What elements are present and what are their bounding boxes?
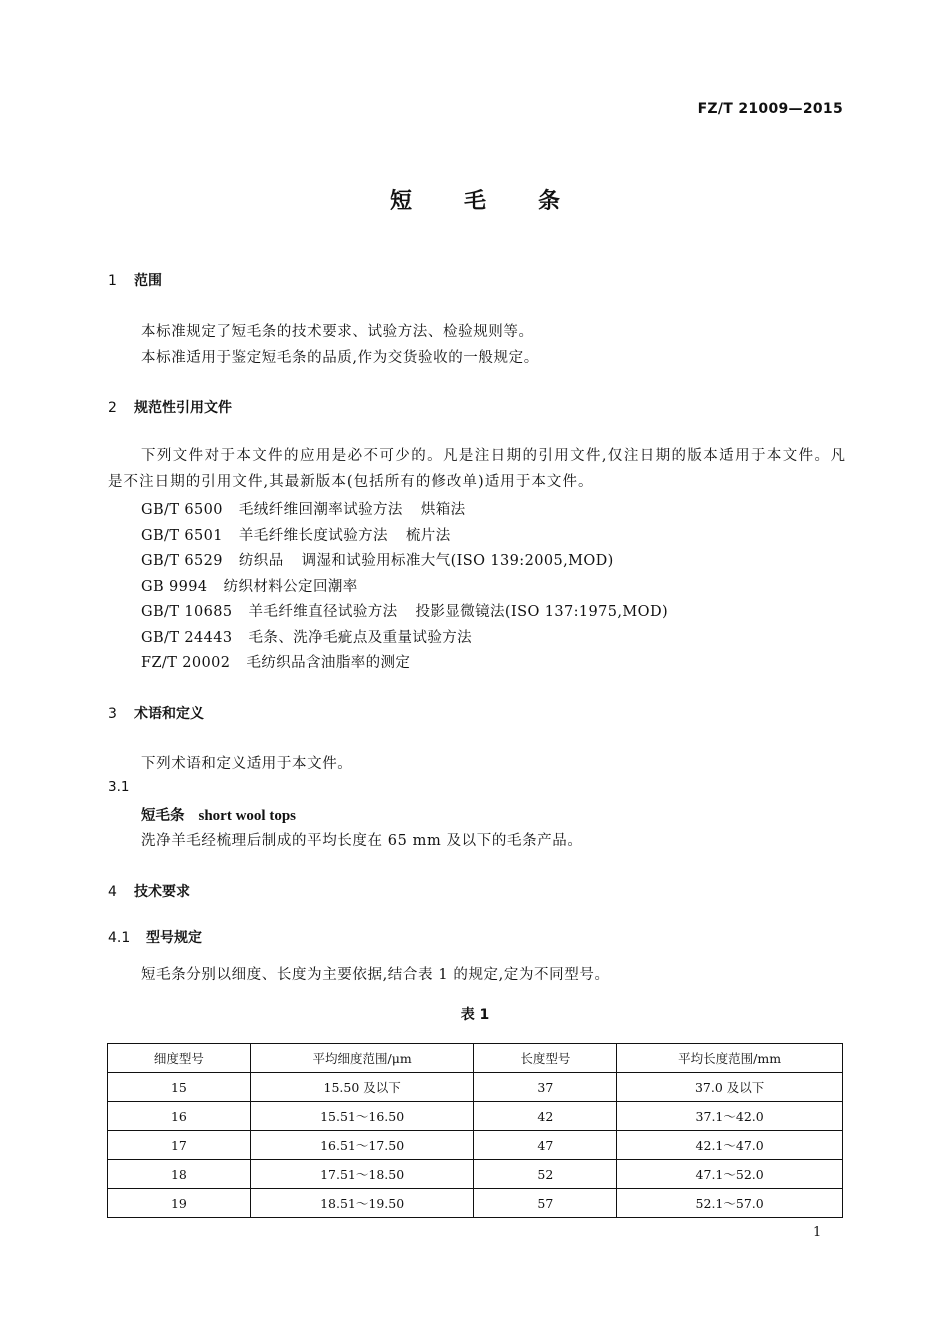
model-paragraph: 短毛条分别以细度、长度为主要依据,结合表 1 的规定,定为不同型号。 — [141, 967, 610, 983]
reference-extra: 投影显微镜法(ISO 137:1975,MOD) — [415, 604, 669, 620]
page-number: 1 — [813, 1225, 822, 1240]
reference-title: 毛条、洗净毛疵点及重量试验方法 — [248, 630, 473, 646]
table-header-cell: 长度型号 — [474, 1044, 617, 1073]
table-cell: 42 — [474, 1102, 617, 1131]
reference-code: GB/T 10685 — [141, 604, 233, 620]
section-heading-normative-references — [108, 397, 232, 417]
subsection-title: 型号规定 — [146, 930, 202, 946]
table-header-cell: 平均细度范围/μm — [250, 1044, 474, 1073]
table-cell: 47 — [474, 1131, 617, 1160]
table-cell: 52 — [474, 1160, 617, 1189]
section-number: 3 — [108, 706, 117, 722]
scope-paragraph-2: 本标准适用于鉴定短毛条的品质,作为交货验收的一般规定。 — [141, 350, 539, 366]
reference-code: GB/T 6501 — [141, 528, 223, 544]
reference-extra: 梳片法 — [405, 528, 451, 544]
reference-code: GB/T 24443 — [141, 630, 233, 646]
reference-item — [141, 524, 451, 545]
reference-title: 羊毛纤维长度试验方法 — [238, 528, 388, 544]
title-char: 短 — [389, 189, 412, 214]
reference-item — [141, 498, 466, 519]
section-title: 规范性引用文件 — [134, 400, 232, 416]
section-title: 技术要求 — [134, 884, 190, 900]
term-entry — [141, 804, 296, 825]
reference-item — [141, 600, 668, 621]
scope-paragraph-1: 本标准规定了短毛条的技术要求、试验方法、检验规则等。 — [141, 324, 534, 340]
table-cell: 18.51～19.50 — [250, 1189, 474, 1218]
table-cell: 15.51～16.50 — [250, 1102, 474, 1131]
table-cell: 15 — [108, 1073, 251, 1102]
section-number: 1 — [108, 273, 117, 289]
reference-title: 毛纺织品含油脂率的测定 — [246, 655, 411, 671]
subsection-heading-model — [108, 927, 202, 947]
table-cell: 57 — [474, 1189, 617, 1218]
table-cell: 16 — [108, 1102, 251, 1131]
table-cell: 19 — [108, 1189, 251, 1218]
reference-item — [141, 626, 472, 647]
table-header-cell: 细度型号 — [108, 1044, 251, 1073]
reference-title: 羊毛纤维直径试验方法 — [248, 604, 398, 620]
table-cell: 17.51～18.50 — [250, 1160, 474, 1189]
table-header-row — [108, 1044, 843, 1073]
reference-item — [141, 575, 358, 596]
reference-title: 毛绒纤维回潮率试验方法 — [238, 502, 403, 518]
subsection-number: 4.1 — [108, 930, 131, 946]
term-definition: 洗净羊毛经梳理后制成的平均长度在 65 mm 及以下的毛条产品。 — [141, 833, 583, 849]
reference-code: GB/T 6500 — [141, 502, 223, 518]
reference-title: 纺织品 — [238, 553, 284, 569]
reference-code: FZ/T 20002 — [141, 655, 231, 671]
table-cell: 15.50 及以下 — [250, 1073, 474, 1102]
reference-item — [141, 549, 614, 570]
table-cell: 37 — [474, 1073, 617, 1102]
table-row — [108, 1131, 843, 1160]
section-heading-terms — [108, 703, 204, 723]
subsection-number: 3.1 — [108, 779, 130, 795]
table-row — [108, 1102, 843, 1131]
section-number: 4 — [108, 884, 117, 900]
table-cell: 42.1～47.0 — [617, 1131, 843, 1160]
standard-code: FZ/T 21009—2015 — [697, 101, 843, 117]
reference-item — [141, 651, 410, 672]
table-cell: 37.0 及以下 — [617, 1073, 843, 1102]
table-cell: 37.1～42.0 — [617, 1102, 843, 1131]
table-cell: 18 — [108, 1160, 251, 1189]
section-number: 2 — [108, 400, 117, 416]
reference-extra: 烘箱法 — [420, 502, 466, 518]
reference-title: 纺织材料公定回潮率 — [223, 579, 358, 595]
terms-intro: 下列术语和定义适用于本文件。 — [141, 756, 353, 772]
reference-extra: 调湿和试验用标准大气(ISO 139:2005,MOD) — [301, 553, 614, 569]
document-title — [0, 184, 950, 215]
table-caption: 表 1 — [460, 1007, 490, 1023]
table-cell: 17 — [108, 1131, 251, 1160]
reference-code: GB/T 6529 — [141, 553, 223, 569]
table-cell: 47.1～52.0 — [617, 1160, 843, 1189]
title-char: 毛 — [463, 189, 486, 214]
table-cell: 52.1～57.0 — [617, 1189, 843, 1218]
title-char: 条 — [538, 189, 561, 214]
references-intro-paragraph: 下列文件对于本文件的应用是必不可少的。凡是注日期的引用文件,仅注日期的版本适用于本文件。凡是不注日期的引用文件,其最新版本(包括所有的修改单)适用于本文件。 — [108, 448, 846, 490]
specification-table — [107, 1043, 843, 1218]
table-cell: 16.51～17.50 — [250, 1131, 474, 1160]
table-row — [108, 1160, 843, 1189]
section-title: 范围 — [134, 273, 162, 289]
section-heading-scope — [108, 270, 162, 290]
table-row — [108, 1189, 843, 1218]
reference-code: GB 9994 — [141, 579, 208, 595]
table-row — [108, 1073, 843, 1102]
term-english: short wool tops — [198, 808, 297, 824]
section-title: 术语和定义 — [134, 706, 204, 722]
table-header-cell: 平均长度范围/mm — [617, 1044, 843, 1073]
section-heading-technical-requirements — [108, 881, 190, 901]
term-chinese: 短毛条 — [141, 807, 185, 824]
